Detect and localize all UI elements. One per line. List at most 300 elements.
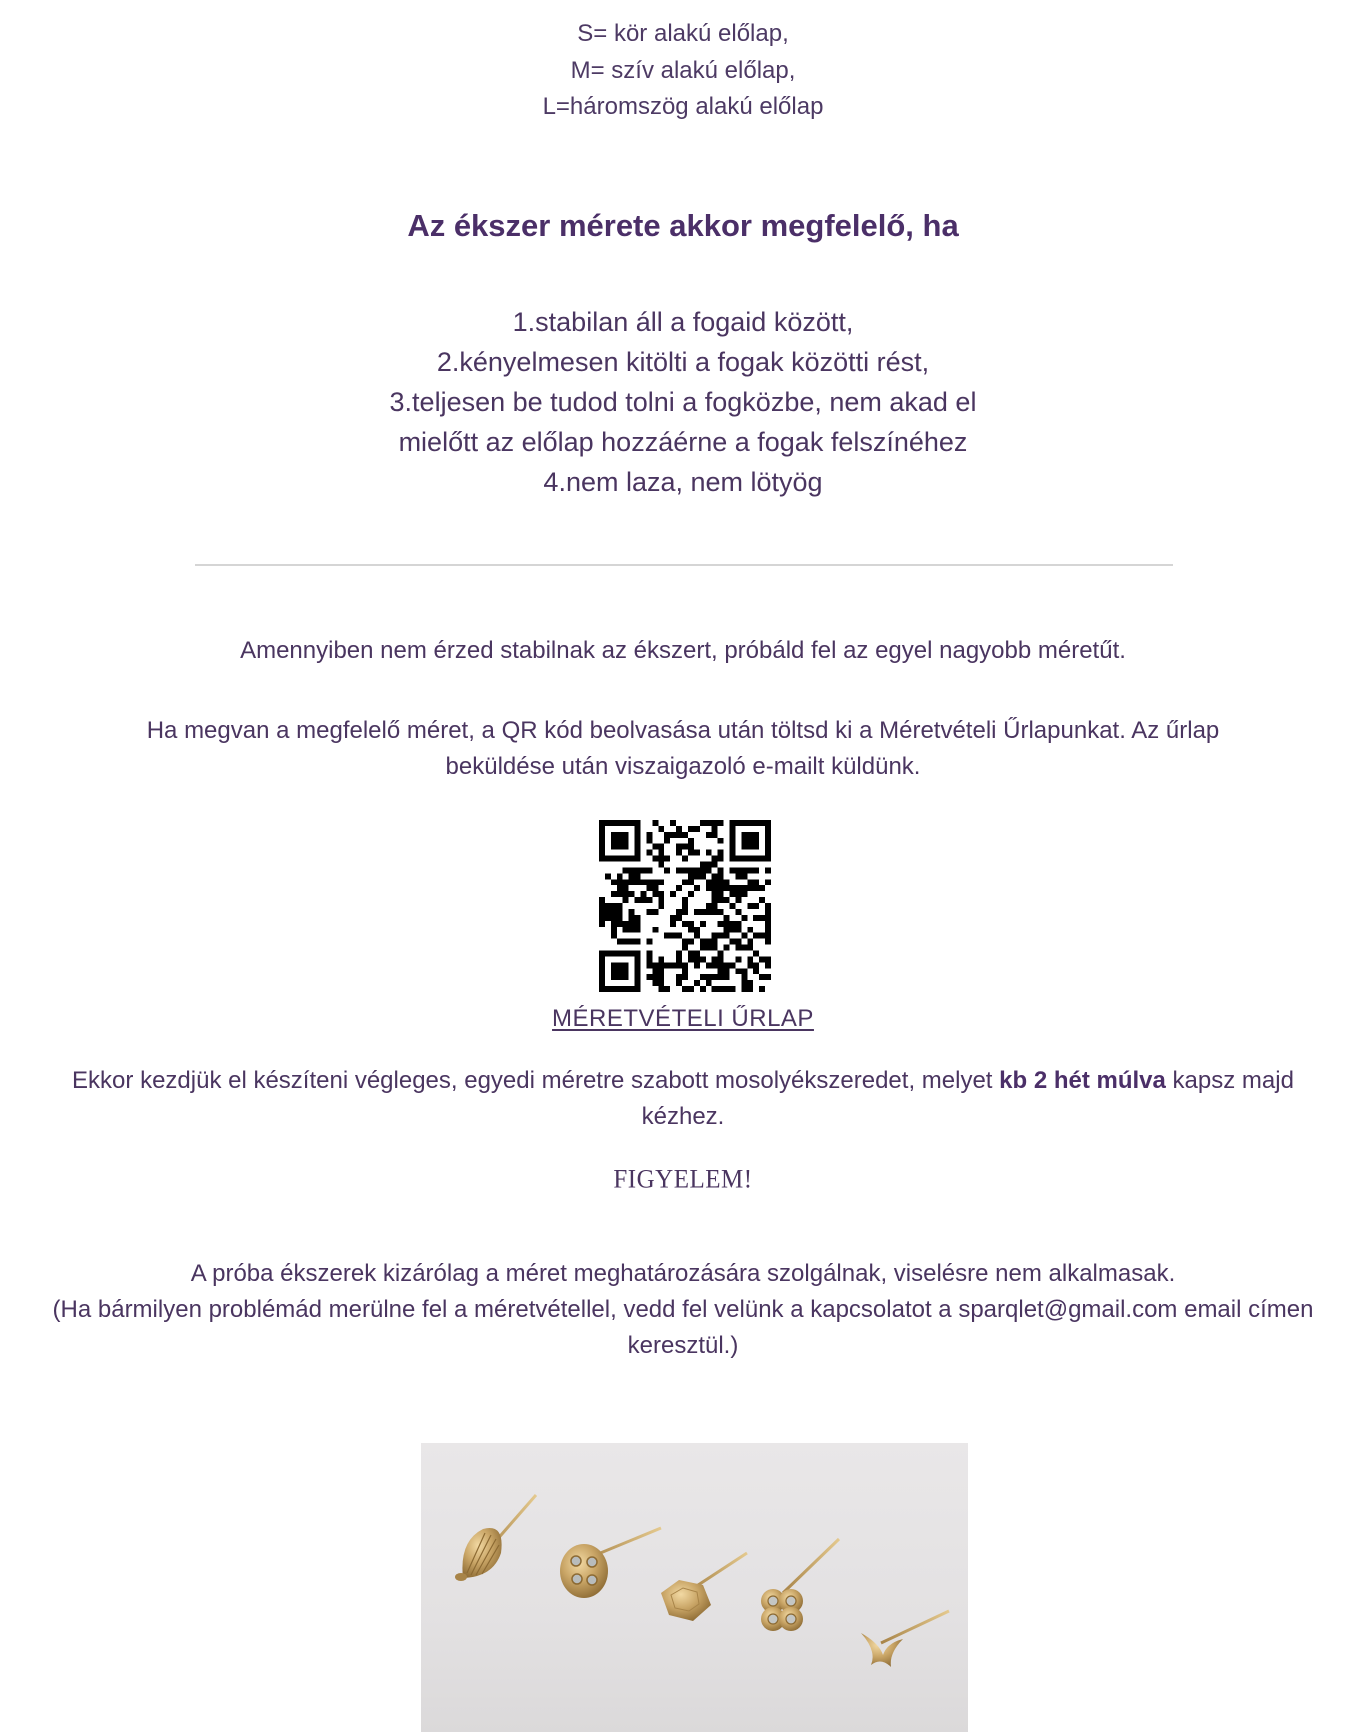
qr-module — [646, 962, 652, 968]
size-legend-l: L=háromszög alakú előlap — [542, 93, 824, 120]
qr-module — [676, 956, 682, 962]
qr-module — [623, 856, 629, 862]
qr-module — [753, 856, 759, 862]
qr-module — [682, 945, 688, 951]
qr-module — [712, 885, 718, 891]
qr-module — [706, 980, 712, 986]
qr-module — [712, 897, 718, 903]
qr-code-icon[interactable] — [599, 820, 771, 992]
qr-module — [724, 885, 730, 891]
qr-module — [676, 962, 682, 968]
qr-module — [718, 950, 724, 956]
qr-module — [759, 933, 765, 939]
qr-module — [658, 962, 664, 968]
qr-module — [694, 956, 700, 962]
qr-module — [694, 867, 700, 873]
qr-module — [694, 933, 700, 939]
qr-module — [599, 962, 605, 968]
size-legend — [0, 16, 1366, 126]
qr-module — [753, 879, 759, 885]
qr-module — [735, 856, 741, 862]
qr-module — [658, 956, 664, 962]
qr-module — [700, 820, 706, 826]
qr-module — [611, 986, 617, 992]
qr-module — [700, 974, 706, 980]
qr-module — [729, 927, 735, 933]
qr-module — [753, 915, 759, 921]
qr-module — [765, 956, 771, 962]
qr-module — [617, 915, 623, 921]
qr-module — [759, 820, 765, 826]
qr-module — [664, 933, 670, 939]
qr-module — [629, 820, 635, 826]
qr-module — [688, 838, 694, 844]
qr-module — [712, 933, 718, 939]
qr-module — [729, 850, 735, 856]
qr-module — [623, 939, 629, 945]
qr-module — [682, 921, 688, 927]
qr-module — [652, 968, 658, 974]
qr-module — [729, 986, 735, 992]
qr-module — [635, 986, 641, 992]
qr-module — [635, 956, 641, 962]
qr-module — [753, 867, 759, 873]
qr-module — [670, 891, 676, 897]
qr-module — [718, 879, 724, 885]
qr-module — [635, 873, 641, 879]
qr-module — [670, 820, 676, 826]
qr-module — [765, 820, 771, 826]
qr-module — [611, 915, 617, 921]
qr-module — [611, 921, 617, 927]
qr-module — [747, 903, 753, 909]
qr-module — [706, 862, 712, 868]
qr-module — [623, 950, 629, 956]
qr-module — [712, 826, 718, 832]
qr-module — [652, 927, 658, 933]
qr-module — [646, 974, 652, 980]
qr-module — [646, 909, 652, 915]
qr-module — [676, 915, 682, 921]
qr-module — [712, 939, 718, 945]
qr-module — [700, 909, 706, 915]
qr-module — [682, 939, 688, 945]
qr-module — [700, 862, 706, 868]
qr-module — [718, 968, 724, 974]
qr-module — [759, 974, 765, 980]
fit-criterion: mielőtt az előlap hozzáérne a fogak felszínéhez — [398, 427, 968, 457]
qr-module — [676, 909, 682, 915]
qr-module — [646, 838, 652, 844]
qr-module — [759, 915, 765, 921]
size-form-link[interactable]: MÉRETVÉTELI ŰRLAP — [552, 1005, 814, 1032]
qr-module — [718, 962, 724, 968]
qr-module — [599, 844, 605, 850]
qr-module — [617, 856, 623, 862]
qr-module — [688, 939, 694, 945]
fit-heading: Az ékszer mérete akkor megfelelő, ha — [407, 208, 959, 243]
qr-module — [646, 950, 652, 956]
qr-module — [741, 968, 747, 974]
qr-module — [599, 903, 605, 909]
qr-module — [652, 820, 658, 826]
qr-module — [658, 844, 664, 850]
qr-module — [694, 909, 700, 915]
qr-module — [682, 974, 688, 980]
qr-module — [670, 933, 676, 939]
qr-module — [741, 873, 747, 879]
qr-module — [753, 903, 759, 909]
qr-module — [718, 873, 724, 879]
qr-module — [712, 832, 718, 838]
qr-module — [682, 909, 688, 915]
qr-module — [765, 867, 771, 873]
qr-module — [611, 927, 617, 933]
qr-module — [735, 939, 741, 945]
qr-module — [605, 915, 611, 921]
qr-module — [599, 986, 605, 992]
trial-note-line2: (Ha bármilyen problémád merülne fel a méretvétellel, vedd fel velünk a kapcsolatot a sparqlet@gmail.com email címen keresztül.) — [52, 1296, 1314, 1359]
qr-module — [652, 909, 658, 915]
qr-module — [635, 974, 641, 980]
qr-module — [652, 891, 658, 897]
qr-module — [676, 885, 682, 891]
qr-module — [729, 867, 735, 873]
qr-module — [741, 986, 747, 992]
qr-module — [617, 921, 623, 927]
qr-module — [605, 909, 611, 915]
qr-module — [735, 956, 741, 962]
qr-module — [729, 826, 735, 832]
qr-module — [682, 897, 688, 903]
qr-module — [724, 968, 730, 974]
qr-module — [718, 850, 724, 856]
qr-module — [718, 891, 724, 897]
qr-module — [611, 903, 617, 909]
qr-module — [658, 897, 664, 903]
qr-module — [712, 879, 718, 885]
qr-module — [747, 962, 753, 968]
qr-module — [676, 844, 682, 850]
qr-module — [682, 867, 688, 873]
qr-module — [635, 832, 641, 838]
qr-module — [753, 838, 759, 844]
qr-module — [729, 921, 735, 927]
fit-criterion: 1.stabilan áll a fogaid között, — [512, 307, 854, 337]
qr-module — [712, 909, 718, 915]
qr-module — [682, 903, 688, 909]
fit-criterion: 2.kényelmesen kitölti a fogak közötti rést, — [436, 347, 930, 377]
qr-module — [765, 921, 771, 927]
qr-module — [623, 891, 629, 897]
qr-module — [635, 962, 641, 968]
qr-module — [706, 885, 712, 891]
qr-module — [765, 962, 771, 968]
qr-module — [599, 956, 605, 962]
qr-module — [706, 945, 712, 951]
qr-module — [623, 962, 629, 968]
qr-module — [729, 891, 735, 897]
qr-module — [629, 915, 635, 921]
qr-module — [747, 832, 753, 838]
qr-module — [641, 879, 647, 885]
qr-module — [623, 844, 629, 850]
qr-module — [623, 867, 629, 873]
qr-module — [718, 986, 724, 992]
qr-module — [735, 820, 741, 826]
qr-module — [635, 867, 641, 873]
qr-module — [623, 927, 629, 933]
qr-module — [652, 980, 658, 986]
qr-module — [670, 921, 676, 927]
qr-module — [617, 950, 623, 956]
qr-module — [682, 968, 688, 974]
qr-module — [617, 832, 623, 838]
qr-module — [753, 968, 759, 974]
production-note-end: kapsz majd kézhez. — [641, 1067, 1294, 1130]
qr-module — [741, 891, 747, 897]
qr-module — [747, 956, 753, 962]
qr-module — [611, 968, 617, 974]
qr-module — [688, 873, 694, 879]
qr-module — [718, 885, 724, 891]
qr-module — [729, 939, 735, 945]
qr-module — [735, 968, 741, 974]
qr-module — [599, 974, 605, 980]
qr-module — [682, 986, 688, 992]
qr-module — [611, 974, 617, 980]
qr-module — [623, 832, 629, 838]
qr-module — [712, 903, 718, 909]
qr-module — [706, 939, 712, 945]
qr-module — [747, 927, 753, 933]
qr-module — [706, 850, 712, 856]
qr-module — [765, 927, 771, 933]
qr-module — [635, 826, 641, 832]
qr-module — [747, 867, 753, 873]
qr-module — [759, 897, 765, 903]
qr-module — [688, 921, 694, 927]
qr-module — [747, 885, 753, 891]
qr-module — [652, 879, 658, 885]
qr-module — [670, 962, 676, 968]
qr-module — [629, 891, 635, 897]
qr-module — [599, 909, 605, 915]
qr-module — [611, 879, 617, 885]
qr-module — [688, 986, 694, 992]
qr-module — [605, 950, 611, 956]
qr-module — [629, 867, 635, 873]
qr-module — [759, 885, 765, 891]
shell-stud — [455, 1495, 536, 1581]
qr-module — [724, 986, 730, 992]
qr-module — [694, 980, 700, 986]
qr-module — [718, 909, 724, 915]
qr-module — [741, 933, 747, 939]
qr-module — [741, 844, 747, 850]
qr-module — [765, 832, 771, 838]
qr-module — [658, 862, 664, 868]
qr-module — [712, 945, 718, 951]
qr-module — [753, 962, 759, 968]
qr-module — [617, 891, 623, 897]
qr-module — [599, 921, 605, 927]
qr-module — [712, 974, 718, 980]
qr-module — [741, 832, 747, 838]
qr-module — [706, 867, 712, 873]
qr-module — [729, 962, 735, 968]
stability-note: Amennyiben nem érzed stabilnak az ékszert, próbáld fel az egyel nagyobb méretűt. — [240, 637, 1126, 664]
qr-module — [635, 980, 641, 986]
qr-module — [676, 867, 682, 873]
hexagon-stud — [661, 1553, 747, 1621]
qr-module — [729, 838, 735, 844]
qr-module — [611, 962, 617, 968]
qr-module — [700, 945, 706, 951]
qr-module — [629, 939, 635, 945]
qr-module — [700, 867, 706, 873]
form-link-row — [0, 1004, 1366, 1034]
qr-module — [611, 820, 617, 826]
qr-module — [599, 980, 605, 986]
qr-module — [729, 832, 735, 838]
qr-module — [765, 933, 771, 939]
qr-module — [646, 867, 652, 873]
qr-module — [729, 885, 735, 891]
production-note — [40, 1063, 1326, 1135]
qr-module — [652, 844, 658, 850]
qr-instruction: Ha megvan a megfelelő méret, a QR kód beolvasása után töltsd ki a Méretvételi Űrlapunkat. Az űrlap beküldése után viszaigazoló e-mailt küldünk. — [146, 717, 1220, 780]
qr-module — [741, 838, 747, 844]
qr-module — [629, 879, 635, 885]
qr-module — [658, 980, 664, 986]
qr-module — [664, 867, 670, 873]
qr-module — [694, 962, 700, 968]
qr-module — [718, 956, 724, 962]
qr-module — [718, 921, 724, 927]
qr-module — [682, 844, 688, 850]
qr-module — [718, 856, 724, 862]
qr-module — [724, 974, 730, 980]
qr-module — [688, 927, 694, 933]
qr-module — [682, 856, 688, 862]
qr-module — [599, 838, 605, 844]
qr-module — [623, 820, 629, 826]
qr-module — [652, 974, 658, 980]
qr-module — [676, 933, 682, 939]
qr-module — [765, 844, 771, 850]
qr-module — [599, 826, 605, 832]
qr-module — [617, 844, 623, 850]
qr-module — [747, 980, 753, 986]
qr-module — [712, 862, 718, 868]
qr-module — [629, 921, 635, 927]
qr-module — [759, 956, 765, 962]
qr-module — [617, 939, 623, 945]
qr-module — [676, 980, 682, 986]
qr-module — [658, 974, 664, 980]
qr-module — [765, 850, 771, 856]
qr-module — [617, 903, 623, 909]
qr-module — [718, 974, 724, 980]
qr-module — [658, 850, 664, 856]
qr-module — [617, 962, 623, 968]
qr-module — [747, 939, 753, 945]
qr-module — [706, 909, 712, 915]
qr-module — [635, 950, 641, 956]
qr-module — [605, 986, 611, 992]
qr-module — [765, 879, 771, 885]
qr-module — [765, 903, 771, 909]
qr-module — [658, 968, 664, 974]
delivery-time: kb 2 hét múlva — [999, 1067, 1166, 1094]
qr-module — [605, 903, 611, 909]
qr-module — [617, 986, 623, 992]
attention-label: FIGYELEM! — [613, 1165, 753, 1194]
qr-module — [712, 873, 718, 879]
round-stone-stud — [560, 1528, 661, 1598]
qr-module — [664, 986, 670, 992]
qr-module — [635, 915, 641, 921]
qr-module — [724, 921, 730, 927]
qr-module — [741, 945, 747, 951]
fit-criterion: 3.teljesen be tudod tolni a fogközbe, nem akad el — [389, 387, 977, 417]
qr-module — [765, 915, 771, 921]
qr-module — [765, 939, 771, 945]
qr-module — [629, 986, 635, 992]
qr-module — [623, 921, 629, 927]
qr-module — [670, 832, 676, 838]
qr-module — [694, 873, 700, 879]
qr-module — [729, 856, 735, 862]
qr-module — [641, 897, 647, 903]
qr-module — [611, 933, 617, 939]
qr-module — [617, 879, 623, 885]
qr-module — [641, 891, 647, 897]
qr-module — [599, 968, 605, 974]
qr-module — [658, 891, 664, 897]
qr-module — [747, 856, 753, 862]
qr-module — [747, 838, 753, 844]
qr-module — [724, 897, 730, 903]
qr-module — [741, 980, 747, 986]
qr-module — [611, 856, 617, 862]
qr-module — [765, 909, 771, 915]
qr-module — [611, 909, 617, 915]
qr-module — [617, 838, 623, 844]
qr-module — [735, 945, 741, 951]
qr-module — [724, 962, 730, 968]
qr-module — [605, 820, 611, 826]
qr-module — [599, 832, 605, 838]
qr-module — [623, 974, 629, 980]
qr-module — [623, 986, 629, 992]
qr-module — [706, 962, 712, 968]
qr-module — [694, 826, 700, 832]
qr-module — [635, 968, 641, 974]
qr-module — [688, 867, 694, 873]
qr-module — [741, 856, 747, 862]
qr-module — [753, 820, 759, 826]
qr-module — [718, 897, 724, 903]
qr-module — [718, 867, 724, 873]
qr-module — [646, 832, 652, 838]
qr-module — [623, 897, 629, 903]
qr-module — [646, 879, 652, 885]
qr-module — [735, 927, 741, 933]
qr-module — [658, 826, 664, 832]
qr-module — [700, 986, 706, 992]
